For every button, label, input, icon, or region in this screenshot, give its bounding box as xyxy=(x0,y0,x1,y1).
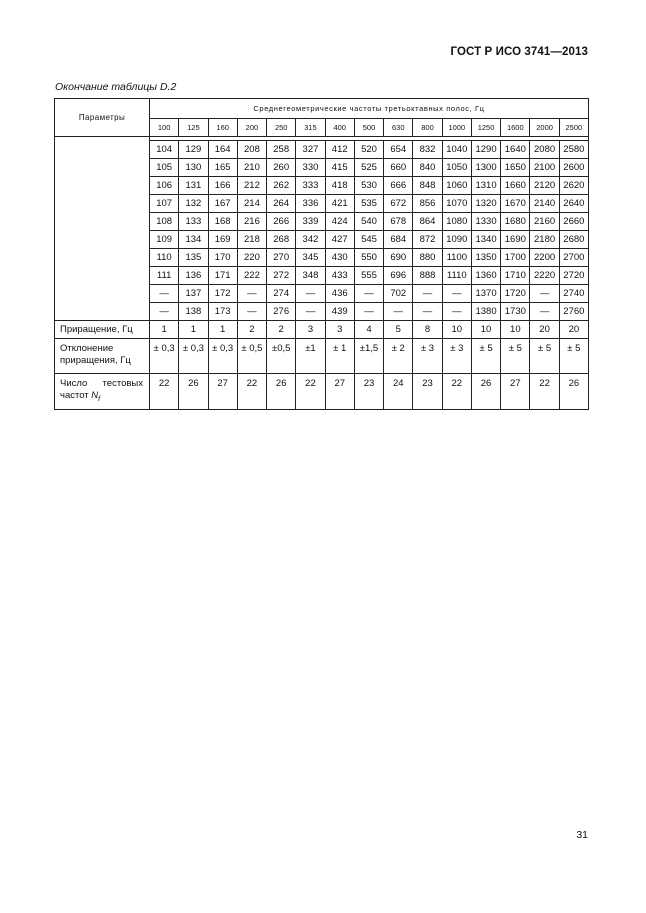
table-cell: ± 3 xyxy=(442,339,471,374)
group-header: Среднегеометрические частоты третьоктавных полос, Гц xyxy=(150,99,589,119)
table-cell: 1290 xyxy=(471,141,500,159)
table-cell: 412 xyxy=(325,141,354,159)
table-cell: 167 xyxy=(208,195,237,213)
table-cell: 2200 xyxy=(530,249,559,267)
table-cell: 1350 xyxy=(471,249,500,267)
table-cell: 1710 xyxy=(501,267,530,285)
table-cell: 430 xyxy=(325,249,354,267)
table-cell: 109 xyxy=(150,231,179,249)
table-cell: 104 xyxy=(150,141,179,159)
table-cell: 1 xyxy=(179,321,208,339)
frequency-header-cell: 400 xyxy=(325,119,354,137)
table-cell: 2160 xyxy=(530,213,559,231)
table-cell: 660 xyxy=(384,159,413,177)
table-cell: 540 xyxy=(354,213,383,231)
table-cell: 436 xyxy=(325,285,354,303)
table-cell: 415 xyxy=(325,159,354,177)
table-cell: 1060 xyxy=(442,177,471,195)
table-cell: 22 xyxy=(237,374,266,410)
table-cell: 23 xyxy=(413,374,442,410)
table-cell: 345 xyxy=(296,249,325,267)
table-cell: 132 xyxy=(179,195,208,213)
table-cell: — xyxy=(413,303,442,321)
table-cell: ± 5 xyxy=(471,339,500,374)
table-cell: 20 xyxy=(530,321,559,339)
table-cell: 2100 xyxy=(530,159,559,177)
table-cell: 333 xyxy=(296,177,325,195)
table-cell: 258 xyxy=(267,141,296,159)
table-cell: 1110 xyxy=(442,267,471,285)
table-cell: — xyxy=(442,303,471,321)
frequency-header-cell: 800 xyxy=(413,119,442,137)
table-cell: 1080 xyxy=(442,213,471,231)
table-cell: 888 xyxy=(413,267,442,285)
table-cell: 23 xyxy=(354,374,383,410)
table-cell: 266 xyxy=(267,213,296,231)
table-cell: 1300 xyxy=(471,159,500,177)
table-cell: 26 xyxy=(559,374,588,410)
frequency-header-cell: 1250 xyxy=(471,119,500,137)
table-cell: ± 3 xyxy=(413,339,442,374)
table-cell: 270 xyxy=(267,249,296,267)
table-cell: 1380 xyxy=(471,303,500,321)
table-cell: 2 xyxy=(267,321,296,339)
table-cell: 1 xyxy=(208,321,237,339)
table-cell: 26 xyxy=(471,374,500,410)
table-cell: — xyxy=(237,303,266,321)
table-cell: 1 xyxy=(150,321,179,339)
frequency-header-cell: 160 xyxy=(208,119,237,137)
table-cell: 545 xyxy=(354,231,383,249)
table-cell: 131 xyxy=(179,177,208,195)
table-cell: 555 xyxy=(354,267,383,285)
table-cell: 110 xyxy=(150,249,179,267)
table-cell: 5 xyxy=(384,321,413,339)
table-body xyxy=(55,137,589,410)
frequency-table xyxy=(54,98,589,410)
table-cell: 2760 xyxy=(559,303,588,321)
table-cell: 666 xyxy=(384,177,413,195)
table-cell: 336 xyxy=(296,195,325,213)
count-symbol: N xyxy=(91,390,99,401)
table-cell: 1700 xyxy=(501,249,530,267)
table-cell: 2580 xyxy=(559,141,588,159)
frequency-header-cell: 2500 xyxy=(559,119,588,137)
table-cell: 8 xyxy=(413,321,442,339)
table-cell: 525 xyxy=(354,159,383,177)
table-cell: 108 xyxy=(150,213,179,231)
table-cell: 138 xyxy=(179,303,208,321)
table-cell: ± 5 xyxy=(530,339,559,374)
table-cell: ± 1 xyxy=(325,339,354,374)
table-cell: ±1 xyxy=(296,339,325,374)
table-cell: 2680 xyxy=(559,231,588,249)
frequency-header-cell: 125 xyxy=(179,119,208,137)
table-cell: 133 xyxy=(179,213,208,231)
table-cell: 268 xyxy=(267,231,296,249)
table-cell: 1680 xyxy=(501,213,530,231)
frequency-header-cell: 315 xyxy=(296,119,325,137)
increment-label: Приращение, Гц xyxy=(55,321,150,339)
table-cell: 1370 xyxy=(471,285,500,303)
table-cell: 520 xyxy=(354,141,383,159)
table-cell: — xyxy=(354,285,383,303)
table-cell: 421 xyxy=(325,195,354,213)
table-cell: 26 xyxy=(267,374,296,410)
table-cell: 840 xyxy=(413,159,442,177)
table-cell: 26 xyxy=(179,374,208,410)
table-cell: 1070 xyxy=(442,195,471,213)
frequency-header-cell: 1600 xyxy=(501,119,530,137)
table-cell: 696 xyxy=(384,267,413,285)
table-cell: 272 xyxy=(267,267,296,285)
table-cell: 22 xyxy=(530,374,559,410)
table-cell: 2600 xyxy=(559,159,588,177)
table-cell: 130 xyxy=(179,159,208,177)
table-cell: 2660 xyxy=(559,213,588,231)
frequency-header-cell: 630 xyxy=(384,119,413,137)
table-cell: 10 xyxy=(501,321,530,339)
table-cell: 208 xyxy=(237,141,266,159)
table-cell: 168 xyxy=(208,213,237,231)
table-cell: 1720 xyxy=(501,285,530,303)
table-cell: 3 xyxy=(325,321,354,339)
table-cell: 10 xyxy=(442,321,471,339)
table-cell: — xyxy=(530,285,559,303)
table-cell: 872 xyxy=(413,231,442,249)
table-cell: 164 xyxy=(208,141,237,159)
table-cell: 856 xyxy=(413,195,442,213)
table-cell: 535 xyxy=(354,195,383,213)
table-cell: 1100 xyxy=(442,249,471,267)
table-cell: 22 xyxy=(296,374,325,410)
table-cell: — xyxy=(354,303,383,321)
table-cell: 166 xyxy=(208,177,237,195)
table-caption: Окончание таблицы D.2 xyxy=(55,81,177,93)
table-cell: 1660 xyxy=(501,177,530,195)
table-cell: 107 xyxy=(150,195,179,213)
table-cell: 2 xyxy=(237,321,266,339)
table-cell: 20 xyxy=(559,321,588,339)
frequency-header-cell: 1000 xyxy=(442,119,471,137)
table-cell: 171 xyxy=(208,267,237,285)
table-cell: 27 xyxy=(325,374,354,410)
table-cell: 4 xyxy=(354,321,383,339)
table-cell: 1050 xyxy=(442,159,471,177)
empty-param-cell xyxy=(55,137,150,321)
frequency-header-cell: 100 xyxy=(150,119,179,137)
table-cell: 2720 xyxy=(559,267,588,285)
table-cell: 214 xyxy=(237,195,266,213)
table-cell: — xyxy=(530,303,559,321)
table-cell: ± 0,5 xyxy=(237,339,266,374)
table-cell: — xyxy=(384,303,413,321)
table-cell: 27 xyxy=(501,374,530,410)
table-cell: ± 5 xyxy=(559,339,588,374)
count-label: Число тестовых частот $N_f$ xyxy=(55,374,150,410)
table-cell: 3 xyxy=(296,321,325,339)
table-cell: 220 xyxy=(237,249,266,267)
table-cell: 22 xyxy=(442,374,471,410)
table-cell: 672 xyxy=(384,195,413,213)
frequency-header-cell: 200 xyxy=(237,119,266,137)
table-cell: 106 xyxy=(150,177,179,195)
table-cell: 327 xyxy=(296,141,325,159)
table-cell: ± 0,3 xyxy=(179,339,208,374)
table-cell: 274 xyxy=(267,285,296,303)
table-cell: 137 xyxy=(179,285,208,303)
table-cell: 2120 xyxy=(530,177,559,195)
table-cell: 2740 xyxy=(559,285,588,303)
table-cell: 276 xyxy=(267,303,296,321)
table-cell: — xyxy=(150,303,179,321)
table-cell: — xyxy=(150,285,179,303)
table-cell: 433 xyxy=(325,267,354,285)
table-cell: 105 xyxy=(150,159,179,177)
table-cell: — xyxy=(442,285,471,303)
frequency-header-cell: 500 xyxy=(354,119,383,137)
table-cell: 2620 xyxy=(559,177,588,195)
deviation-row xyxy=(55,339,589,374)
table-cell: 1360 xyxy=(471,267,500,285)
table-cell: 678 xyxy=(384,213,413,231)
table-cell: 864 xyxy=(413,213,442,231)
table-cell: 348 xyxy=(296,267,325,285)
table-cell: 260 xyxy=(267,159,296,177)
deviation-label: Отклонение приращения, Гц xyxy=(55,339,150,374)
table-cell: 1310 xyxy=(471,177,500,195)
table-cell: 136 xyxy=(179,267,208,285)
table-cell: 216 xyxy=(237,213,266,231)
table-cell: 169 xyxy=(208,231,237,249)
table-cell: 1690 xyxy=(501,231,530,249)
table-cell: ±1,5 xyxy=(354,339,383,374)
table-cell: 262 xyxy=(267,177,296,195)
table-cell: 1320 xyxy=(471,195,500,213)
table-cell: — xyxy=(237,285,266,303)
table-cell: ± 5 xyxy=(501,339,530,374)
table-cell: 129 xyxy=(179,141,208,159)
table-cell: 342 xyxy=(296,231,325,249)
table-cell: 1640 xyxy=(501,141,530,159)
table-cell: 427 xyxy=(325,231,354,249)
table-cell: ±0,5 xyxy=(267,339,296,374)
count-row xyxy=(55,374,589,410)
table-cell: — xyxy=(296,285,325,303)
table-cell: 222 xyxy=(237,267,266,285)
table-cell: 1040 xyxy=(442,141,471,159)
table-cell: 134 xyxy=(179,231,208,249)
table-cell: 10 xyxy=(471,321,500,339)
table-cell: 418 xyxy=(325,177,354,195)
table-cell: 1670 xyxy=(501,195,530,213)
table-cell: 24 xyxy=(384,374,413,410)
table-cell: 2140 xyxy=(530,195,559,213)
table-cell: ± 0,3 xyxy=(208,339,237,374)
standard-header: ГОСТ Р ИСО 3741—2013 xyxy=(450,46,588,58)
table-cell: — xyxy=(413,285,442,303)
table-cell: 2220 xyxy=(530,267,559,285)
table-cell: 2640 xyxy=(559,195,588,213)
param-header: Параметры xyxy=(55,99,150,137)
table-cell: 172 xyxy=(208,285,237,303)
table-cell: 339 xyxy=(296,213,325,231)
table-cell: ± 0,3 xyxy=(150,339,179,374)
table-cell: — xyxy=(296,303,325,321)
table-cell: 424 xyxy=(325,213,354,231)
table-cell: 690 xyxy=(384,249,413,267)
table-cell: 848 xyxy=(413,177,442,195)
table-cell: 135 xyxy=(179,249,208,267)
table-cell: 550 xyxy=(354,249,383,267)
table-cell: 832 xyxy=(413,141,442,159)
table-cell: 330 xyxy=(296,159,325,177)
increment-row xyxy=(55,321,589,339)
table-cell: 2180 xyxy=(530,231,559,249)
frequency-header-cell: 2000 xyxy=(530,119,559,137)
table-cell: 1340 xyxy=(471,231,500,249)
table-cell: 880 xyxy=(413,249,442,267)
table-cell: 654 xyxy=(384,141,413,159)
page-number: 31 xyxy=(576,829,588,841)
table-cell: 173 xyxy=(208,303,237,321)
table-cell: 264 xyxy=(267,195,296,213)
table-cell: 170 xyxy=(208,249,237,267)
table-cell: 27 xyxy=(208,374,237,410)
table-cell: 530 xyxy=(354,177,383,195)
table-cell: 1730 xyxy=(501,303,530,321)
table-cell: 212 xyxy=(237,177,266,195)
table-cell: 165 xyxy=(208,159,237,177)
table-cell: 2080 xyxy=(530,141,559,159)
table-cell: 218 xyxy=(237,231,266,249)
table-cell: 1650 xyxy=(501,159,530,177)
table-cell: 702 xyxy=(384,285,413,303)
table-cell: 1090 xyxy=(442,231,471,249)
table-cell: 684 xyxy=(384,231,413,249)
count-symbol-subscript: f xyxy=(98,395,101,403)
table-cell: 22 xyxy=(150,374,179,410)
table-cell: 111 xyxy=(150,267,179,285)
table-cell: 210 xyxy=(237,159,266,177)
frequency-header-cell: 250 xyxy=(267,119,296,137)
table-cell: 439 xyxy=(325,303,354,321)
table-cell: 1330 xyxy=(471,213,500,231)
table-cell: ± 2 xyxy=(384,339,413,374)
table-cell: 2700 xyxy=(559,249,588,267)
